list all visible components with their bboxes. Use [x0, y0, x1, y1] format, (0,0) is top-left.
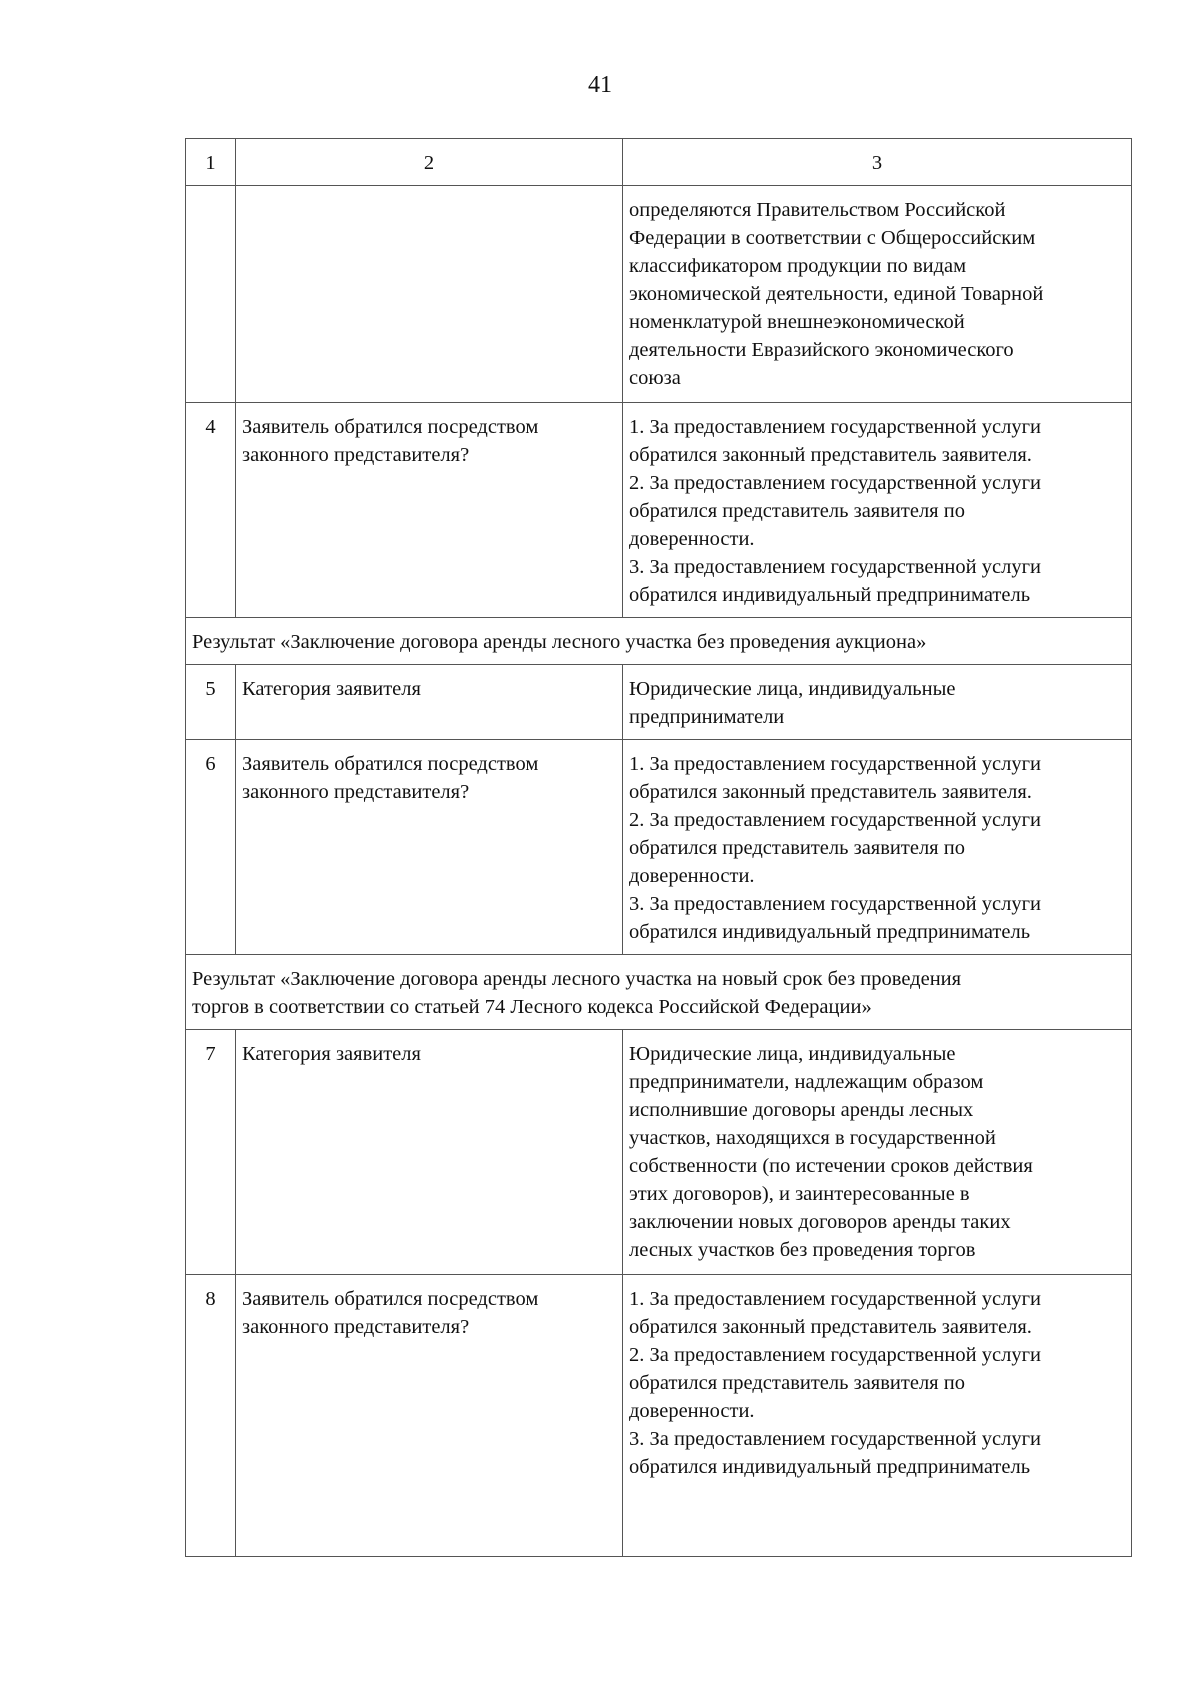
value-line: обратился законный представитель заявителя. — [629, 444, 1032, 466]
value-line: определяются Правительством Российской — [629, 199, 1006, 221]
value-line: 1. За предоставлением государственной услуги — [629, 1288, 1041, 1310]
criterion-line: законного представителя? — [242, 1316, 470, 1338]
value-line: доверенности. — [629, 528, 755, 550]
header-col-2: 2 — [236, 139, 623, 186]
result-row-1 — [186, 618, 1132, 665]
result-line: Результат «Заключение договора аренды лесного участка без проведения аукциона» — [192, 631, 927, 653]
row-values — [623, 740, 1132, 955]
value-line: 3. За предоставлением государственной услуги — [629, 893, 1041, 915]
row-criterion — [236, 1275, 623, 1557]
value-line: доверенности. — [629, 1400, 755, 1422]
row-number: 8 — [186, 1275, 236, 1557]
result-row-2 — [186, 955, 1132, 1030]
value-line: этих договоров), и заинтересованные в — [629, 1183, 970, 1205]
value-line: Юридические лица, индивидуальные — [629, 678, 956, 700]
criterion-line: Категория заявителя — [242, 1043, 421, 1065]
table-row-continuation — [186, 186, 1132, 403]
value-line: 1. За предоставлением государственной услуги — [629, 416, 1041, 438]
criterion-line: законного представителя? — [242, 781, 470, 803]
value-line: 2. За предоставлением государственной услуги — [629, 1344, 1041, 1366]
table-row-7 — [186, 1030, 1132, 1275]
value-line: предприниматели, надлежащим образом — [629, 1071, 984, 1093]
value-line: 3. За предоставлением государственной услуги — [629, 1428, 1041, 1450]
page-number: 41 — [588, 72, 612, 98]
value-line: исполнившие договоры аренды лесных — [629, 1099, 974, 1121]
table-row-6 — [186, 740, 1132, 955]
row-criterion — [236, 740, 623, 955]
row-values — [623, 665, 1132, 740]
row-values — [623, 403, 1132, 618]
result-heading — [186, 955, 1132, 1030]
row-criterion — [236, 665, 623, 740]
value-line: участков, находящихся в государственной — [629, 1127, 996, 1149]
value-line: обратился индивидуальный предприниматель — [629, 1456, 1031, 1478]
value-line: обратился индивидуальный предприниматель — [629, 584, 1031, 606]
value-line: обратился индивидуальный предприниматель — [629, 921, 1031, 943]
value-line: доверенности. — [629, 865, 755, 887]
result-line: Результат «Заключение договора аренды лесного участка на новый срок без проведения — [192, 968, 962, 990]
criterion-line: законного представителя? — [242, 444, 470, 466]
value-line: экономической деятельности, единой Товарной — [629, 283, 1044, 305]
result-line: торгов в соответствии со статьей 74 Лесного кодекса Российской Федерации» — [192, 996, 872, 1018]
value-line: лесных участков без проведения торгов — [629, 1239, 976, 1261]
row-number: 4 — [186, 403, 236, 618]
criterion-line: Заявитель обратился посредством — [242, 753, 539, 775]
value-line: деятельности Евразийского экономического — [629, 339, 1014, 361]
row-criterion — [236, 403, 623, 618]
row-number: 7 — [186, 1030, 236, 1275]
value-line: обратился представитель заявителя по — [629, 500, 965, 522]
row-value-cell — [623, 186, 1132, 403]
criterion-line: Категория заявителя — [242, 678, 421, 700]
value-line: собственности (по истечении сроков действия — [629, 1155, 1033, 1177]
value-line: 2. За предоставлением государственной услуги — [629, 472, 1041, 494]
criterion-line: Заявитель обратился посредством — [242, 416, 539, 438]
value-line: обратился представитель заявителя по — [629, 837, 965, 859]
value-line: обратился представитель заявителя по — [629, 1372, 965, 1394]
value-line: 3. За предоставлением государственной услуги — [629, 556, 1041, 578]
table-row-5 — [186, 665, 1132, 740]
row-number: 6 — [186, 740, 236, 955]
criterion-line: Заявитель обратился посредством — [242, 1288, 539, 1310]
value-line: обратился законный представитель заявителя. — [629, 781, 1032, 803]
row-number: 5 — [186, 665, 236, 740]
value-line: Федерации в соответствии с Общероссийским — [629, 227, 1036, 249]
row-number-cell — [186, 186, 236, 403]
value-line: номенклатурой внешнеэкономической — [629, 311, 965, 333]
result-heading — [186, 618, 1132, 665]
row-values — [623, 1275, 1132, 1557]
header-col-3: 3 — [623, 139, 1132, 186]
value-line: заключении новых договоров аренды таких — [629, 1211, 1011, 1233]
row-criterion-cell — [236, 186, 623, 403]
value-line: предприниматели — [629, 706, 785, 728]
value-line: Юридические лица, индивидуальные — [629, 1043, 956, 1065]
row-values — [623, 1030, 1132, 1275]
criteria-table — [185, 138, 1132, 1557]
value-line: 1. За предоставлением государственной услуги — [629, 753, 1041, 775]
value-line: классификатором продукции по видам — [629, 255, 967, 277]
row-criterion — [236, 1030, 623, 1275]
header-col-1: 1 — [186, 139, 236, 186]
value-line: союза — [629, 367, 681, 389]
table-row-8 — [186, 1275, 1132, 1557]
value-line: обратился законный представитель заявителя. — [629, 1316, 1032, 1338]
table-header-row — [186, 139, 1132, 186]
table-row-4 — [186, 403, 1132, 618]
value-line: 2. За предоставлением государственной услуги — [629, 809, 1041, 831]
